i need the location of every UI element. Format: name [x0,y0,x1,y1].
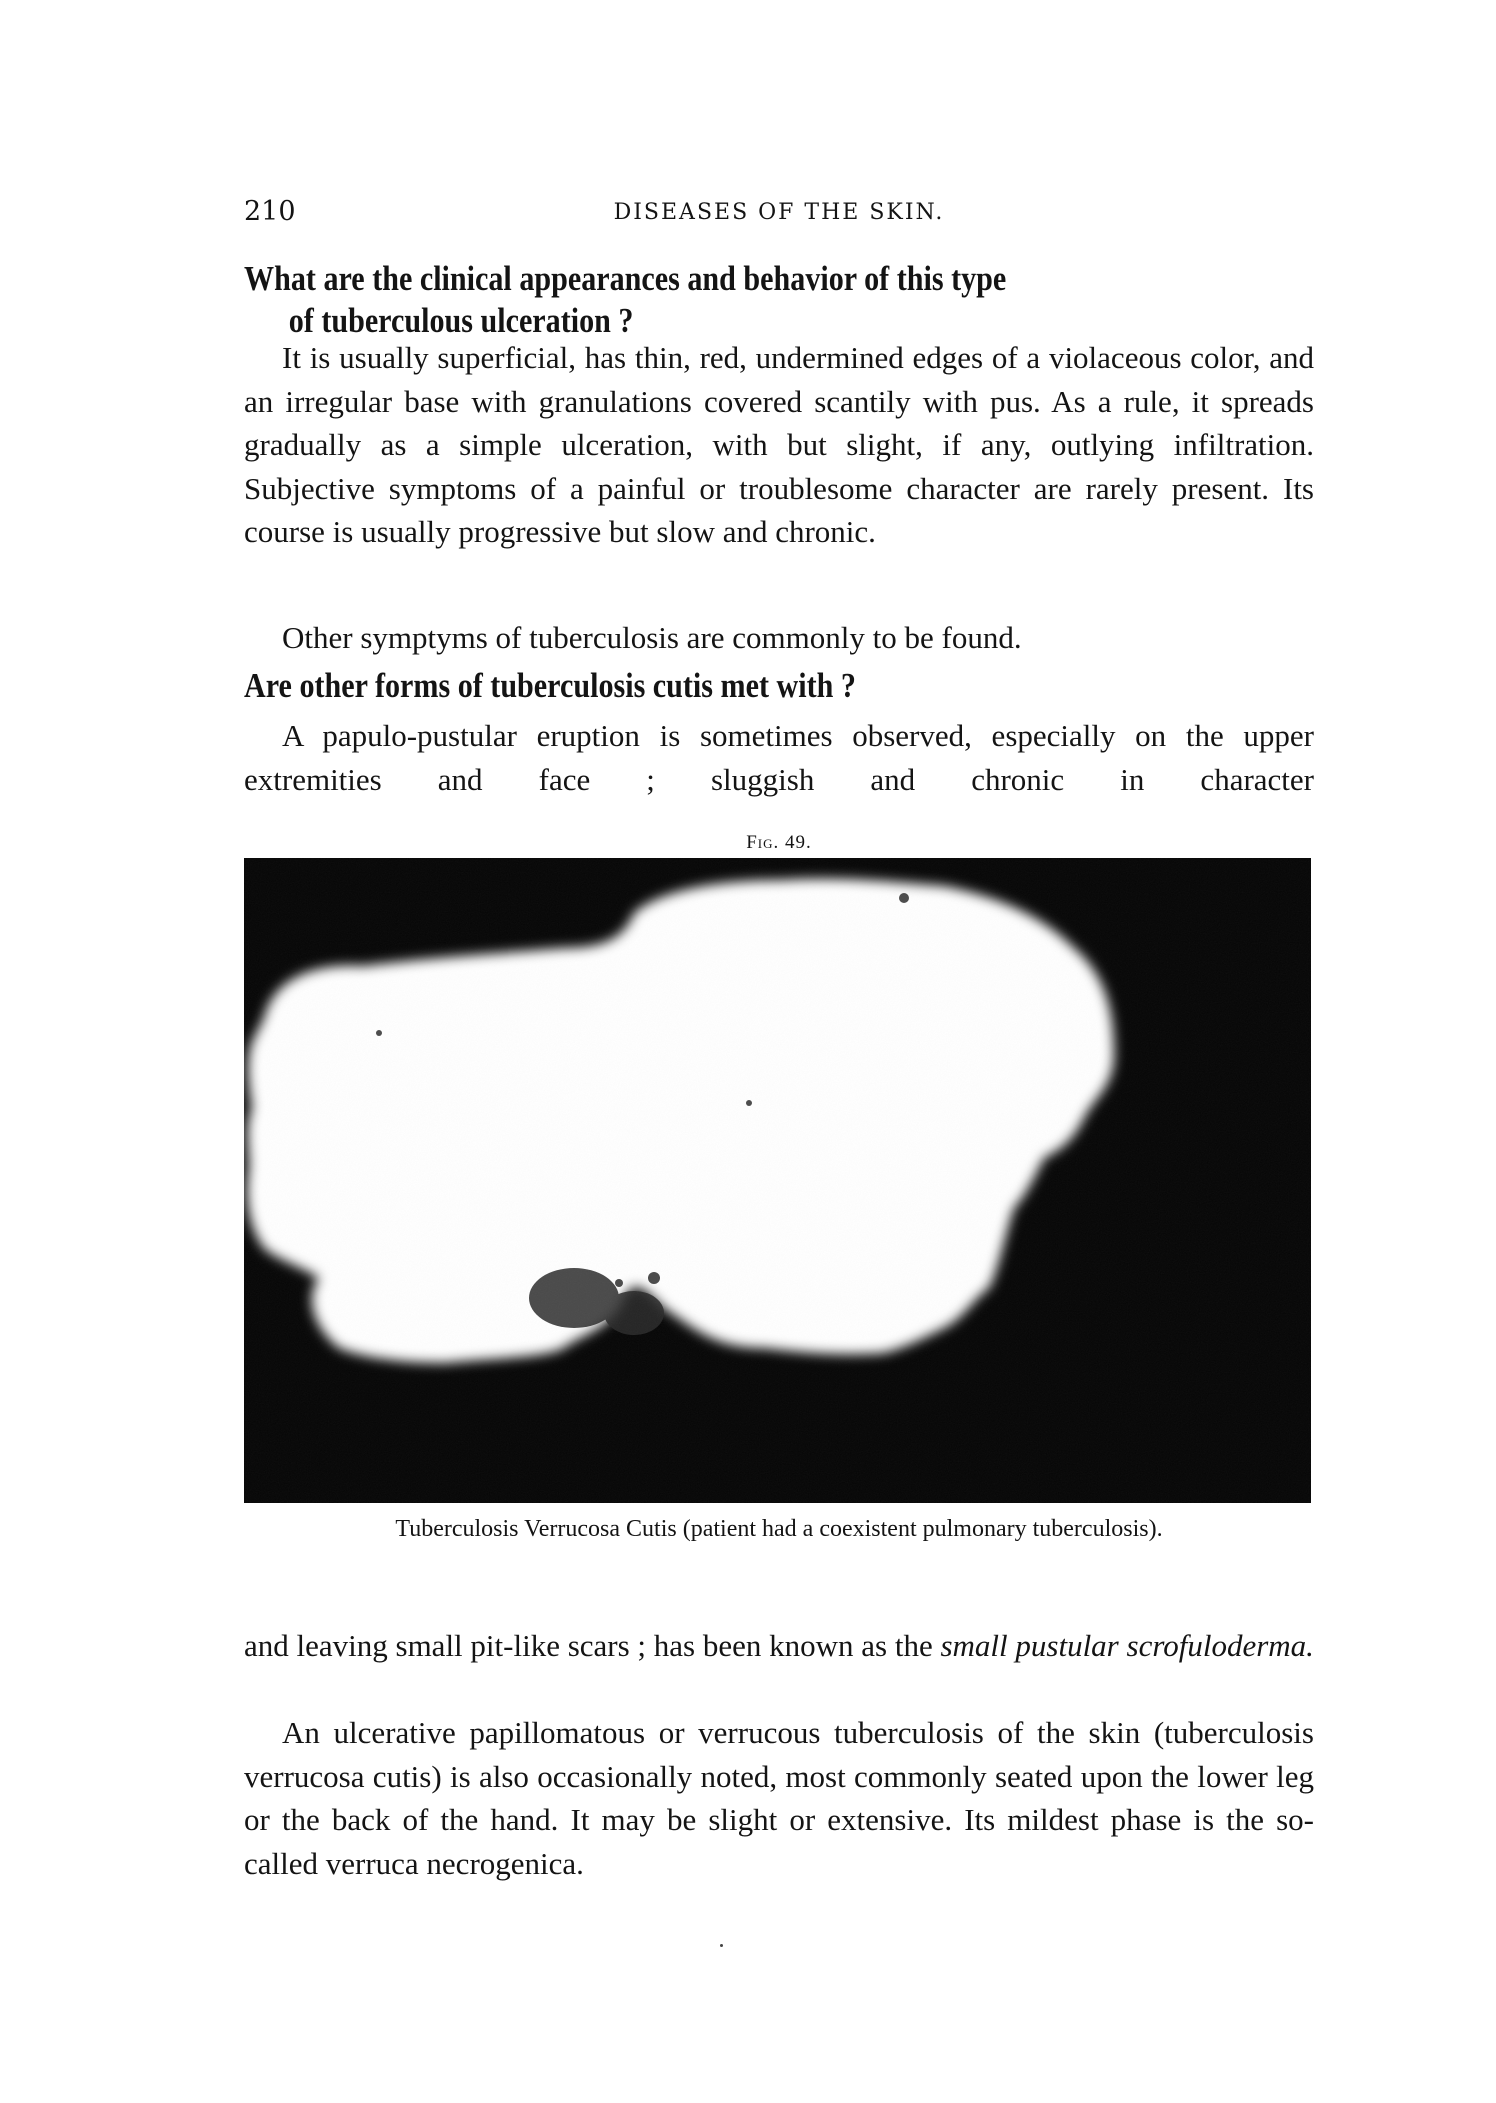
paragraph-verrucous-tuberculosis: An ulcerative papillomatous or verrucous tuberculosis of the skin (tuberculosis verrucosa cutis) is also occasionally noted, most commonly seated upon the lower leg or the back of the hand. It may be slight or extensive. Its mildest phase is the so-called verruca necrogenica. [244,1715,1314,1881]
question-heading-2 [244,665,1314,707]
term-small-pustular-scrofuloderma: small pustular scrofuloderma. [940,1628,1314,1663]
scars-text: and leaving small pit-like scars ; has been known as the [244,1628,941,1663]
figure-caption: Tuberculosis Verrucosa Cutis (patient had a coexistent pulmonary tuberculosis). [395,1516,1163,1542]
paragraph-other-symptoms: Other symptyms of tuberculosis are commonly to be found. [282,620,1022,655]
question-1-line-1: What are the clinical appearances and behavior of this type [244,259,1007,298]
lesion-photograph-icon [244,858,1311,1503]
page-number: 210 [244,196,296,227]
paragraph-ulceration-description: It is usually superficial, has thin, red, undermined edges of a violaceous color, and an irregular base with granulations covered scantily with pus. As a rule, it spreads gradually as a simple ulceration, with but slight, if any, outlying infiltration. Subjective symptoms of a painful or troublesome character are rarely present. Its course is usually progressive but slow and chronic. [244,340,1314,549]
running-title: DISEASES OF THE SKIN. [613,200,945,225]
figure-label: Fig. 49. [746,832,812,853]
question-heading-1 [244,258,1314,342]
running-head [244,196,1314,236]
stray-mark [720,1944,723,1947]
question-2-text: Are other forms of tuberculosis cutis met with ? [244,666,856,705]
paragraph-pit-like-scars [244,1624,1314,1668]
question-1-line-2: of tuberculous ulceration ? [288,301,634,340]
figure-photograph [244,858,1311,1503]
paragraph-papulo-pustular: A papulo-pustular eruption is sometimes observed, especially on the upper extremities and face ; sluggish and chronic in character [244,718,1314,797]
